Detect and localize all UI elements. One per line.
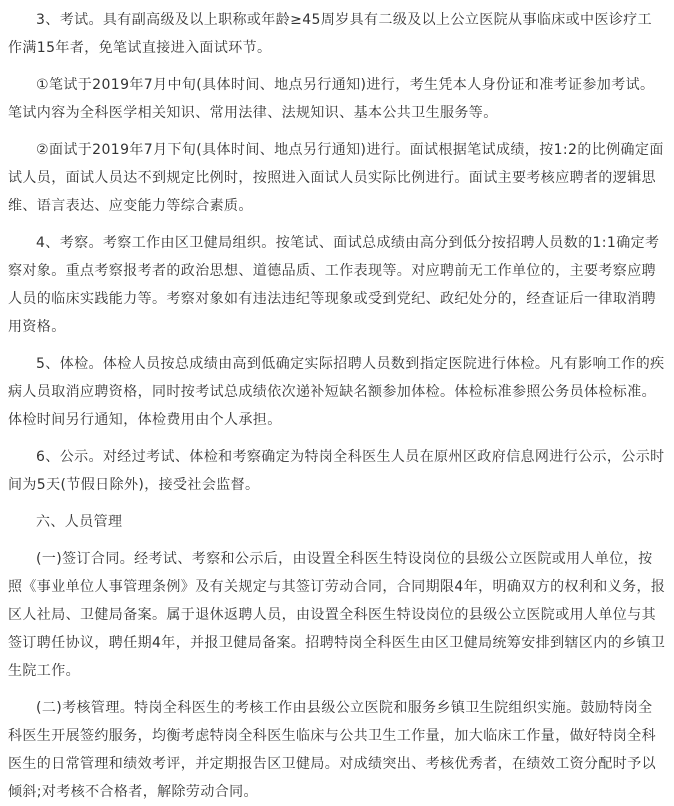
written-test-paragraph: ①笔试于2019年7月中旬(具体时间、地点另行通知)进行，考生凭本人身份证和准考证参加考试。笔试内容为全科医学相关知识、常用法律、法规知识、基本公共卫生服务等。 [8, 77, 655, 121]
contract-paragraph: (一)签订合同。经考试、考察和公示后，由设置全科医生特设岗位的县级公立医院或用人单位，按照《事业单位人事管理条例》及有关规定与其签订劳动合同，合同期限4年，明确双方的权利和义务，报区人社局、卫健局备案。属于退休返聘人员，由设置全科医生特设岗位的县级公立医院或用人单位与其签订聘任协议，聘任期4年，并报卫健局备案。招聘特岗全科医生由区卫健局统筹安排到辖区内的乡镇卫生院工作。 [8, 551, 666, 679]
assessment-paragraph: (二)考核管理。特岗全科医生的考核工作由县级公立医院和服务乡镇卫生院组织实施。鼓励特岗全科医生开展签约服务，均衡考虑特岗全科医生临床与公共卫生工作量，加大临床工作量，做好特岗全科医生的日常管理和绩效考评，并定期报告区卫健局。对成绩突出、考核优秀者，在绩效工资分配时予以倾斜;对考核不合格者，解除劳动合同。 [8, 700, 656, 800]
section-heading: 六、人员管理 [36, 514, 123, 530]
physical-exam-paragraph: 5、体检。体检人员按总成绩由高到低确定实际招聘人员数到指定医院进行体检。凡有影响工作的疾病人员取消应聘资格，同时按考试总成绩依次递补短缺名额参加体检。体检标准参照公务员体检标准。体检时间另行通知，体检费用由个人承担。 [8, 356, 665, 428]
publicity-paragraph: 6、公示。对经过考试、体检和考察确定为特岗全科医生人员在原州区政府信息网进行公示，公示时间为5天(节假日除外)，接受社会监督。 [8, 449, 665, 493]
interview-paragraph: ②面试于2019年7月下旬(具体时间、地点另行通知)进行。面试根据笔试成绩，按1:2的比例确定面试人员，面试人员达不到规定比例时，按照进入面试人员实际比例进行。面试主要考核应聘者的逻辑思维、语言表达、应变能力等综合素质。 [8, 142, 664, 214]
exam-paragraph: 3、考试。具有副高级及以上职称或年龄≥45周岁具有二级及以上公立医院从事临床或中医诊疗工作满15年者，免笔试直接进入面试环节。 [8, 12, 653, 56]
inspection-paragraph: 4、考察。考察工作由区卫健局组织。按笔试、面试总成绩由高分到低分按招聘人员数的1:1确定考察对象。重点考察报考者的政治思想、道德品质、工作表现等。对应聘前无工作单位的，主要考察应聘人员的临床实践能力等。考察对象如有违法违纪等现象或受到党纪、政纪处分的，经查证后一律取消聘用资格。 [8, 235, 660, 335]
